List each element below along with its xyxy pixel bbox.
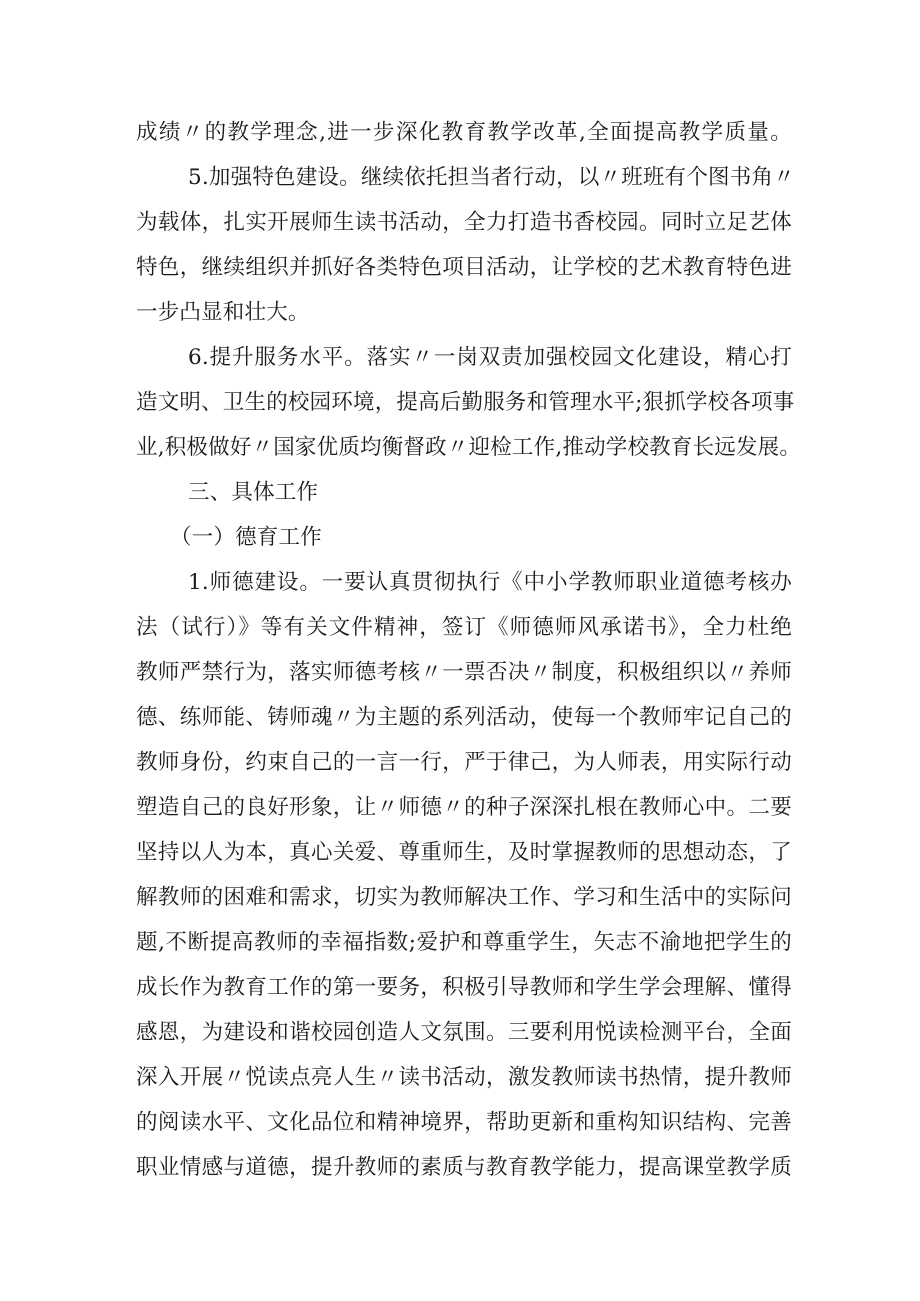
text-line: 成长作为教育工作的第一要务，积极引导教师和学生学会理解、懂得 — [136, 975, 792, 1000]
paragraph-5-start: 5.加强特色建设。继续依托担当者行动，以〃班班有个图书角〃 — [188, 165, 795, 190]
text-line: 解教师的困难和需求，切实为教师解决工作、学习和生活中的实际问 — [136, 885, 792, 910]
text-line: 教师严禁行为，落实师德考核〃一票否决〃制度，积极组织以〃养师 — [136, 660, 792, 685]
text-line: 坚持以人为本，真心关爱、尊重师生，及时掌握教师的思想动态，了 — [136, 840, 792, 865]
subsection-heading: （一）德育工作 — [170, 525, 322, 550]
text-line: 职业情感与道德，提升教师的素质与教育教学能力，提高课堂教学质 — [136, 1155, 792, 1180]
text-line: 教师身份，约束自己的一言一行，严于律己，为人师表，用实际行动 — [136, 750, 792, 775]
text-line: 一步凸显和壮大。 — [136, 300, 310, 325]
text-line: 业,积极做好〃国家优质均衡督政〃迎检工作,推动学校教育长远发展。 — [136, 435, 802, 460]
text-line: 成绩〃的教学理念,进一步深化教育教学改革,全面提高教学质量。 — [136, 120, 792, 145]
text-line: 的阅读水平、文化品位和精神境界，帮助更新和重构知识结构、完善 — [136, 1110, 792, 1135]
paragraph-6-start: 6.提升服务水平。落实〃一岗双责加强校园文化建设，精心打 — [188, 345, 792, 370]
text-line: 为载体，扎实开展师生读书活动，全力打造书香校园。同时立足艺体 — [136, 210, 792, 235]
text-line: 深入开展〃悦读点亮人生〃读书活动，激发教师读书热情，提升教师 — [136, 1065, 792, 1090]
text-line: 法（试行）》等有关文件精神，签订《师德师风承诺书》，全力杜绝 — [136, 615, 792, 640]
paragraph-1-start: 1.师德建设。一要认真贯彻执行《中小学教师职业道德考核办 — [188, 570, 792, 595]
text-line: 感恩，为建设和谐校园创造人文氛围。三要利用悦读检测平台，全面 — [136, 1020, 792, 1045]
text-line: 造文明、卫生的校园环境，提高后勤服务和管理水平;狠抓学校各项事 — [136, 390, 795, 415]
section-heading: 三、具体工作 — [188, 480, 319, 505]
text-line: 题,不断提高教师的幸福指数;爱护和尊重学生，矢志不渝地把学生的 — [136, 930, 792, 955]
text-line: 塑造自己的良好形象，让〃师德〃的种子深深扎根在教师心中。二要 — [136, 795, 792, 820]
text-line: 德、练师能、铸师魂〃为主题的系列活动，使每一个教师牢记自己的 — [136, 705, 792, 730]
text-line: 特色，继续组织并抓好各类特色项目活动，让学校的艺术教育特色进 — [136, 255, 792, 280]
